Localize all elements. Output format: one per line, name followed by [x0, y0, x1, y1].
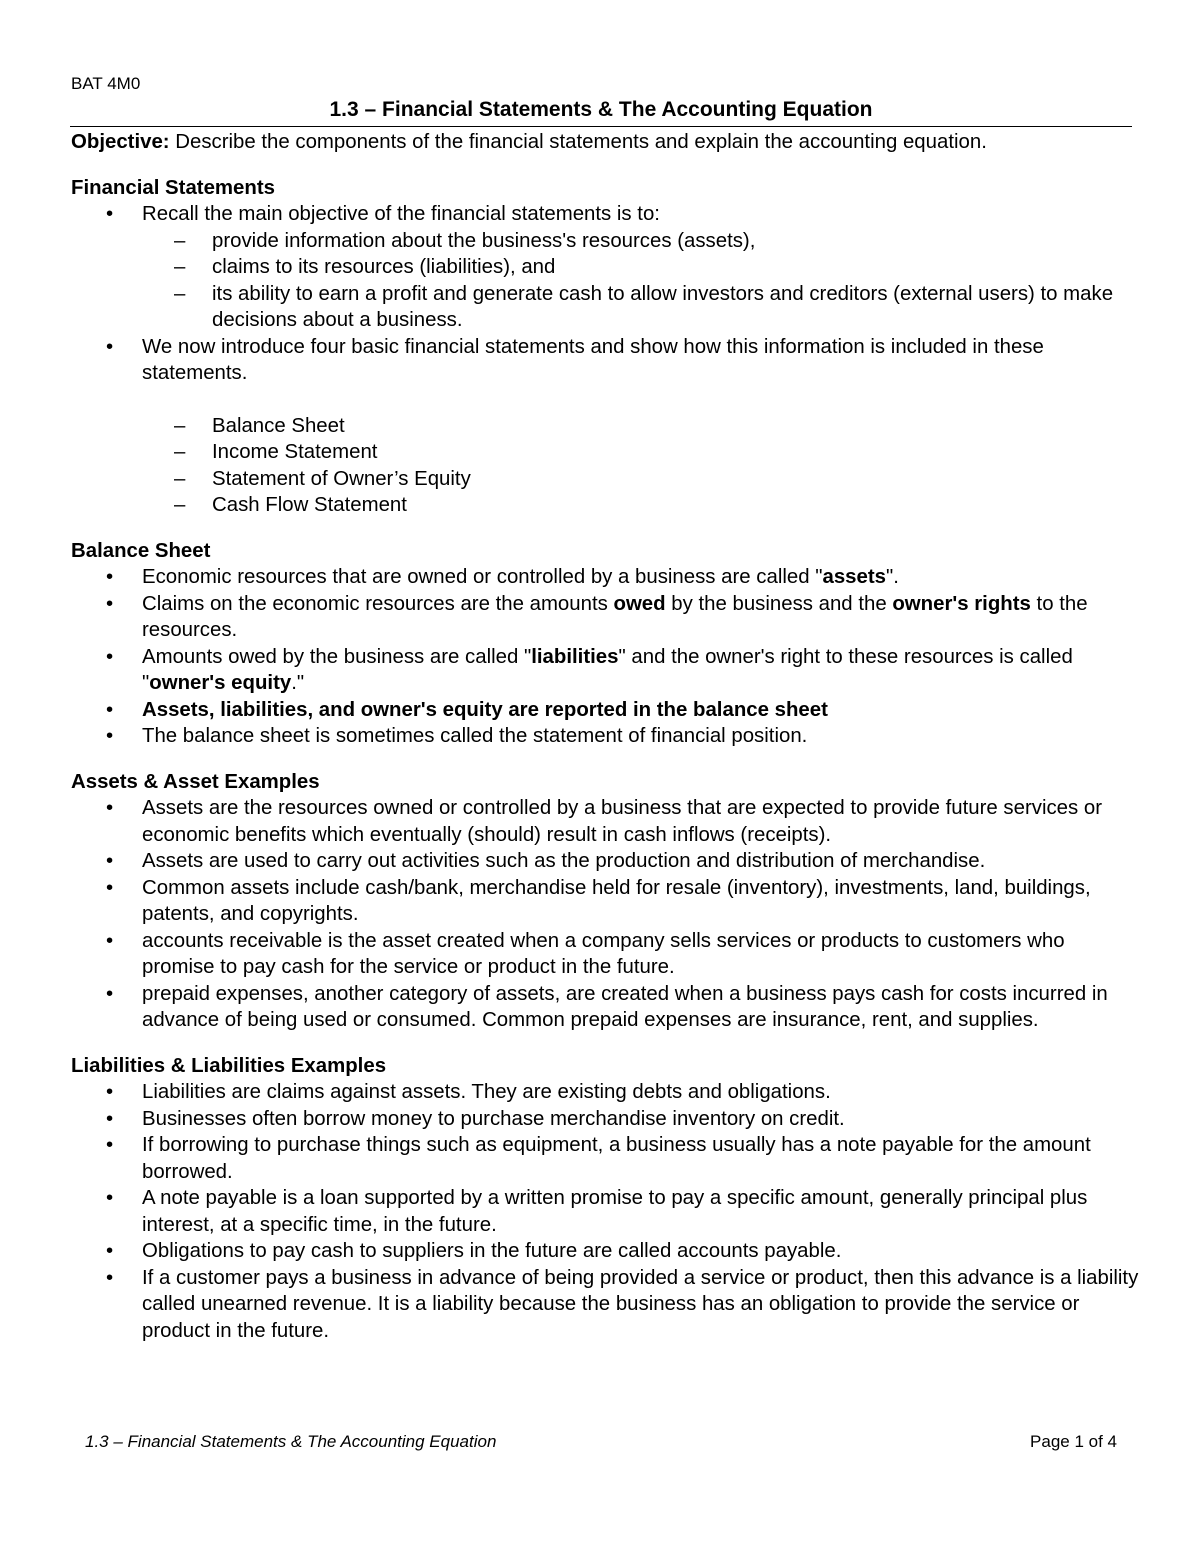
list-item: – Statement of Owner’s Equity — [71, 466, 1141, 493]
page-title: 1.3 – Financial Statements & The Accounting Equation — [329, 98, 873, 121]
list-item: • The balance sheet is sometimes called the statement of financial position. — [71, 723, 1141, 750]
list-item: – Balance Sheet — [71, 413, 1141, 440]
document-body — [71, 129, 1141, 1344]
section-heading: Financial Statements — [71, 176, 275, 199]
list-item — [71, 564, 1141, 591]
text-run: ". — [886, 566, 899, 588]
statement-list — [71, 413, 1141, 519]
text-run: ." — [291, 672, 305, 694]
list-item: • Businesses often borrow money to purchase merchandise inventory on credit. — [71, 1106, 1141, 1133]
list-item: – Income Statement — [71, 439, 1141, 466]
text-run: to the resources. — [142, 592, 1088, 641]
text-run: Claims on the economic resources are the amounts — [142, 592, 614, 615]
bold-term: owner's equity — [149, 672, 292, 694]
list-item: • If borrowing to purchase things such as equipment, a business usually has a note payable for the amount borrowed. — [71, 1132, 1141, 1185]
section-heading: Assets & Asset Examples — [71, 770, 320, 793]
bullet-list — [71, 795, 1141, 1034]
list-item: • Obligations to pay cash to suppliers in the future are called accounts payable. — [71, 1238, 1141, 1265]
list-item — [71, 644, 1141, 697]
bold-term: owner's rights — [892, 592, 1031, 615]
list-item: – provide information about the business's resources (assets), — [71, 228, 1141, 255]
list-item: • accounts receivable is the asset created when a company sells services or products to customers who promise to pay cash for the service or product in the future. — [71, 928, 1141, 981]
list-item: • If a customer pays a business in advance of being provided a service or product, then this advance is a liability called unearned revenue. It is a liability because the business has an obligation to provide the service or product in the future. — [71, 1265, 1141, 1345]
list-item: • We now introduce four basic financial statements and show how this information is included in these statements. — [71, 334, 1141, 387]
section-heading: Liabilities & Liabilities Examples — [71, 1054, 387, 1077]
section-assets — [71, 769, 1141, 1034]
bold-term: liabilities — [531, 645, 619, 668]
course-code: BAT 4M0 — [71, 74, 141, 93]
list-item: – claims to its resources (liabilities), and — [71, 254, 1141, 281]
bullet-list — [71, 1079, 1141, 1344]
bold-statement: Assets, liabilities, and owner's equity are reported in the balance sheet — [142, 698, 828, 721]
dash-list — [71, 228, 1141, 334]
title-underline — [70, 126, 1132, 127]
section-financial-statements — [71, 175, 1141, 519]
bullet-list — [71, 201, 1141, 228]
list-item — [71, 201, 1141, 228]
list-item: • Assets are used to carry out activities such as the production and distribution of merchandise. — [71, 848, 1141, 875]
list-item: • Assets are the resources owned or controlled by a business that are expected to provide future services or economic benefits which eventually (should) result in cash inflows (receipts). — [71, 795, 1141, 848]
section-liabilities — [71, 1053, 1141, 1345]
section-balance-sheet — [71, 538, 1141, 750]
list-item: – Cash Flow Statement — [71, 492, 1141, 519]
list-item: – its ability to earn a profit and generate cash to allow investors and creditors (external users) to make decisions about a business. — [71, 281, 1141, 334]
text-run: by the business and the — [665, 592, 893, 615]
objective-label: Objective: — [71, 131, 170, 153]
list-item — [71, 697, 1141, 724]
section-heading: Balance Sheet — [71, 539, 211, 562]
list-item — [71, 591, 1141, 644]
list-item: • prepaid expenses, another category of assets, are created when a business pays cash for costs incurred in advance of being used or consumed. Common prepaid expenses are insurance, rent, and supplies. — [71, 981, 1141, 1034]
footer-title: 1.3 – Financial Statements & The Accounting Equation — [85, 1432, 497, 1451]
text-run: " and the owner's right to these resources is called " — [142, 645, 1073, 694]
list-item: • A note payable is a loan supported by a written promise to pay a specific amount, generally principal plus interest, at a specific time, in the future. — [71, 1185, 1141, 1238]
objective-text: Describe the components of the financial statements and explain the accounting equation. — [169, 131, 987, 153]
bullet-list — [71, 564, 1141, 750]
list-item: • Common assets include cash/bank, merchandise held for resale (inventory), investments, land, buildings, patents, and copyrights. — [71, 875, 1141, 928]
text-run: Amounts owed by the business are called " — [142, 645, 532, 668]
text-run: Economic resources that are owned or controlled by a business are called " — [142, 566, 823, 588]
list-item: • Liabilities are claims against assets. They are existing debts and obligations. — [71, 1079, 1141, 1106]
list-item-text: Recall the main objective of the financial statements is to: — [142, 203, 660, 225]
bold-term: assets — [822, 566, 886, 588]
bullet-list — [71, 334, 1141, 387]
spacer — [71, 387, 1141, 413]
objective — [71, 129, 1141, 156]
page-number: Page 1 of 4 — [1030, 1432, 1117, 1451]
bold-term: owed — [613, 592, 666, 615]
